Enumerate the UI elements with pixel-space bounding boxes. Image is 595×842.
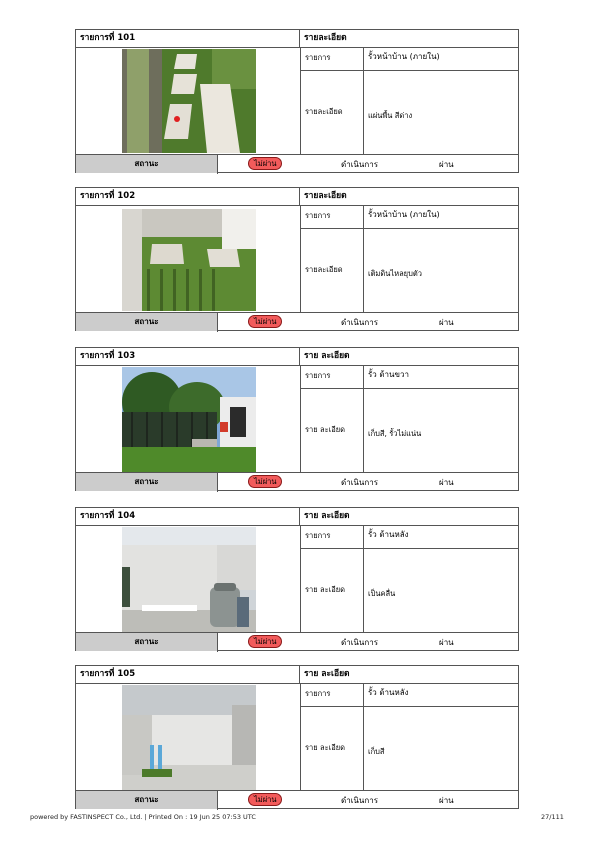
- status-label: สถานะ: [76, 473, 217, 491]
- status-option-in-progress[interactable]: ดำเนินการ: [341, 160, 378, 169]
- status-option-fail[interactable]: ไม่ผ่าน: [248, 635, 282, 648]
- divider: [300, 706, 518, 707]
- status-option-fail[interactable]: ไม่ผ่าน: [248, 315, 282, 328]
- detail-label: รายละเอียด: [305, 265, 343, 274]
- detail-label: รายละเอียด: [305, 107, 343, 116]
- item-title: รายการที่ 104: [76, 508, 300, 525]
- detail-value: เก็บสี: [368, 747, 385, 756]
- detail-header: ราย ละเอียด: [304, 669, 350, 679]
- divider: [217, 472, 218, 492]
- item-label: รายการ: [305, 531, 331, 540]
- item-label: รายการ: [305, 211, 331, 220]
- status-label: สถานะ: [76, 791, 217, 809]
- item-value: รั้วหน้าบ้าน (ภายใน): [368, 52, 440, 61]
- detail-value: เก็บสี, รั้วไม่แน่น: [368, 429, 422, 438]
- footer-printed-info: powered by FASTINSPECT Co., Ltd. | Printed On : 19 Jun 25 07:53 UTC: [30, 813, 256, 821]
- inspection-card: [75, 507, 519, 651]
- status-option-in-progress[interactable]: ดำเนินการ: [341, 478, 378, 487]
- item-value: รั้ว ด้านหลัง: [368, 688, 409, 697]
- divider: [76, 683, 518, 684]
- item-label: รายการ: [305, 371, 331, 380]
- divider: [76, 47, 518, 48]
- divider: [363, 525, 364, 632]
- page-number: 27/111: [541, 813, 564, 821]
- detail-value: เป็นคลื่น: [368, 589, 396, 598]
- lawn-path-photo[interactable]: [122, 209, 256, 311]
- item-title: รายการที่ 102: [76, 188, 300, 205]
- item-label: รายการ: [305, 689, 331, 698]
- detail-label: ราย ละเอียด: [305, 743, 345, 752]
- status-option-pass[interactable]: ผ่าน: [439, 638, 454, 647]
- status-option-pass[interactable]: ผ่าน: [439, 478, 454, 487]
- item-value: รั้วหน้าบ้าน (ภายใน): [368, 210, 440, 219]
- divider: [300, 525, 301, 632]
- status-option-fail[interactable]: ไม่ผ่าน: [248, 475, 282, 488]
- divider: [363, 683, 364, 790]
- item-title: รายการที่ 105: [76, 666, 300, 683]
- status-option-fail[interactable]: ไม่ผ่าน: [248, 157, 282, 170]
- divider: [217, 154, 218, 174]
- divider: [300, 70, 518, 71]
- inspection-card: [75, 347, 519, 491]
- divider: [76, 365, 518, 366]
- item-title: รายการที่ 101: [76, 30, 300, 47]
- detail-header: รายละเอียด: [304, 191, 347, 201]
- status-option-pass[interactable]: ผ่าน: [439, 318, 454, 327]
- divider: [363, 365, 364, 472]
- back-wall-tank-photo[interactable]: [122, 527, 256, 632]
- inspection-card: [75, 29, 519, 173]
- status-label: สถานะ: [76, 155, 217, 173]
- status-label: สถานะ: [76, 313, 217, 331]
- divider: [76, 205, 518, 206]
- item-value: รั้ว ด้านขวา: [368, 370, 409, 379]
- divider: [217, 312, 218, 332]
- inspection-card: [75, 665, 519, 809]
- status-option-in-progress[interactable]: ดำเนินการ: [341, 796, 378, 805]
- divider: [300, 548, 518, 549]
- back-wall-photo[interactable]: [122, 685, 256, 791]
- detail-value: เติมดินไหลยุบตัว: [368, 269, 422, 278]
- divider: [300, 683, 301, 790]
- status-option-in-progress[interactable]: ดำเนินการ: [341, 638, 378, 647]
- divider: [300, 365, 301, 472]
- detail-header: ราย ละเอียด: [304, 511, 350, 521]
- detail-header: ราย ละเอียด: [304, 351, 350, 361]
- status-option-fail[interactable]: ไม่ผ่าน: [248, 793, 282, 806]
- inspection-card: [75, 187, 519, 331]
- divider: [363, 47, 364, 154]
- detail-value: แผ่นพื้น สีด่าง: [368, 111, 413, 120]
- garden-stepping-stones-photo[interactable]: [122, 49, 256, 153]
- side-fence-photo[interactable]: [122, 367, 256, 472]
- detail-header: รายละเอียด: [304, 33, 347, 43]
- divider: [300, 205, 301, 312]
- item-title: รายการที่ 103: [76, 348, 300, 365]
- item-value: รั้ว ด้านหลัง: [368, 530, 409, 539]
- item-label: รายการ: [305, 53, 331, 62]
- divider: [217, 790, 218, 810]
- divider: [300, 388, 518, 389]
- status-option-in-progress[interactable]: ดำเนินการ: [341, 318, 378, 327]
- divider: [300, 47, 301, 154]
- divider: [217, 632, 218, 652]
- status-option-pass[interactable]: ผ่าน: [439, 160, 454, 169]
- detail-label: ราย ละเอียด: [305, 425, 345, 434]
- status-label: สถานะ: [76, 633, 217, 651]
- detail-label: ราย ละเอียด: [305, 585, 345, 594]
- divider: [76, 525, 518, 526]
- status-option-pass[interactable]: ผ่าน: [439, 796, 454, 805]
- divider: [300, 228, 518, 229]
- divider: [363, 205, 364, 312]
